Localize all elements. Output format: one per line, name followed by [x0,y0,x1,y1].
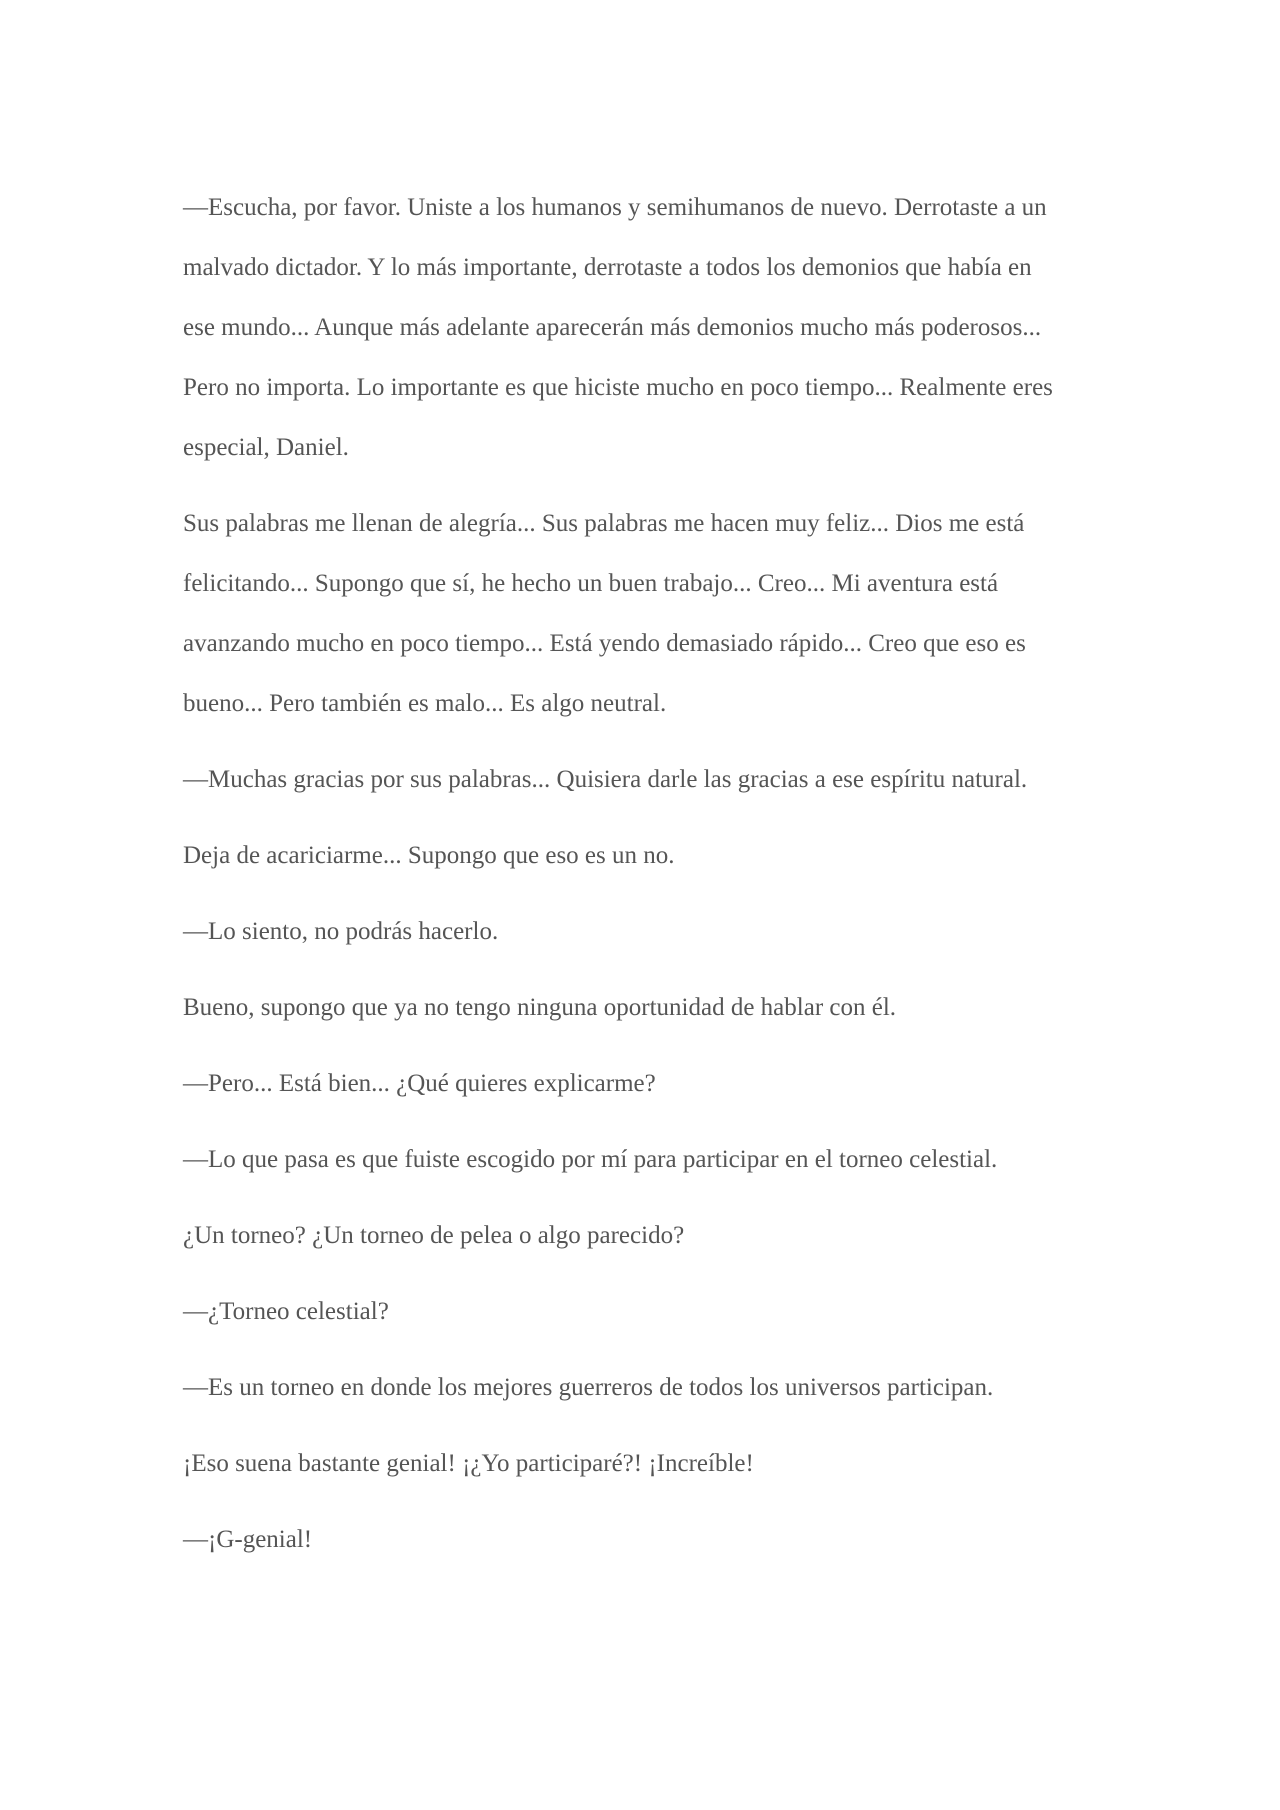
dialogue-line [183,1054,1083,1114]
text-line: —Muchas gracias por sus palabras... Quisiera darle las gracias a ese espíritu natural. [183,766,1028,793]
text-line: malvado dictador. Y lo más importante, derrotaste a todos los demonios que había en [183,254,1032,281]
paragraph [183,978,1083,1038]
text-line: ¡Eso suena bastante genial! ¡¿Yo participaré?! ¡Increíble! [183,1450,754,1477]
text-line: —¡G-genial! [183,1526,313,1553]
dialogue-line [183,1510,1083,1570]
text-line: Deja de acariciarme... Supongo que eso es un no. [183,842,675,869]
text-line: —Lo que pasa es que fuiste escogido por mí para participar en el torneo celestial. [183,1146,998,1173]
document-body [183,178,1083,1586]
paragraph [183,1434,1083,1494]
dialogue-line [183,902,1083,962]
dialogue-line [183,1282,1083,1342]
text-line: Pero no importa. Lo importante es que hiciste mucho en poco tiempo... Realmente eres [183,374,1053,401]
dialogue-line [183,1130,1083,1190]
text-line: felicitando... Supongo que sí, he hecho un buen trabajo... Creo... Mi aventura está [183,570,999,597]
text-line: avanzando mucho en poco tiempo... Está yendo demasiado rápido... Creo que eso es [183,630,1026,657]
text-line: bueno... Pero también es malo... Es algo neutral. [183,690,667,717]
text-line: Bueno, supongo que ya no tengo ninguna oportunidad de hablar con él. [183,994,897,1021]
dialogue-line [183,1358,1083,1418]
text-line: —Lo siento, no podrás hacerlo. [183,918,499,945]
text-line: —Escucha, por favor. Uniste a los humanos y semihumanos de nuevo. Derrotaste a un [183,194,1047,221]
text-line: especial, Daniel. [183,434,349,461]
text-line: —Es un torneo en donde los mejores guerreros de todos los universos participan. [183,1374,994,1401]
text-line: Sus palabras me llenan de alegría... Sus palabras me hacen muy feliz... Dios me está [183,510,1025,537]
text-line: —Pero... Está bien... ¿Qué quieres explicarme? [183,1070,656,1097]
paragraph [183,1206,1083,1266]
paragraph [183,178,1083,478]
text-line: —¿Torneo celestial? [183,1298,389,1325]
text-line: ¿Un torneo? ¿Un torneo de pelea o algo parecido? [183,1222,685,1249]
dialogue-line [183,750,1083,810]
paragraph [183,494,1083,734]
text-line: ese mundo... Aunque más adelante aparecerán más demonios mucho más poderosos... [183,314,1042,341]
paragraph [183,826,1083,886]
